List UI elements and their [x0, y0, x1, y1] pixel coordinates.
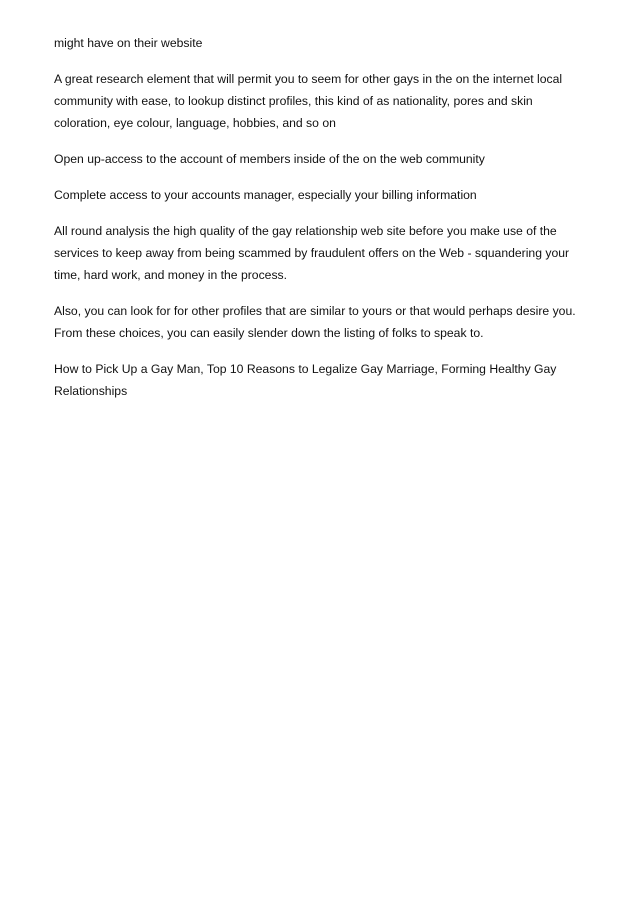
paragraph: Complete access to your accounts manager, especially your billing information [54, 188, 477, 202]
related-links-paragraph: How to Pick Up a Gay Man, Top 10 Reasons to Legalize Gay Marriage, Forming Healthy Gay Relationships [54, 362, 557, 398]
paragraph: Also, you can look for for other profiles that are similar to yours or that would perhaps desire you. From these choices, you can easily slender down the listing of folks to speak to. [54, 304, 576, 340]
document-page [54, 32, 584, 416]
paragraph: A great research element that will permit you to seem for other gays in the on the internet local community with ease, to lookup distinct profiles, this kind of as nationality, pores and skin coloration, eye colour, language, hobbies, and so on [54, 72, 563, 130]
paragraph: Open up-access to the account of members inside of the on the web community [54, 152, 485, 166]
paragraph: All round analysis the high quality of the gay relationship web site before you make use of the services to keep away from being scammed by fraudulent offers on the Web - squandering your time, hard work, and money in the process. [54, 224, 570, 282]
paragraph: might have on their website [54, 36, 203, 50]
